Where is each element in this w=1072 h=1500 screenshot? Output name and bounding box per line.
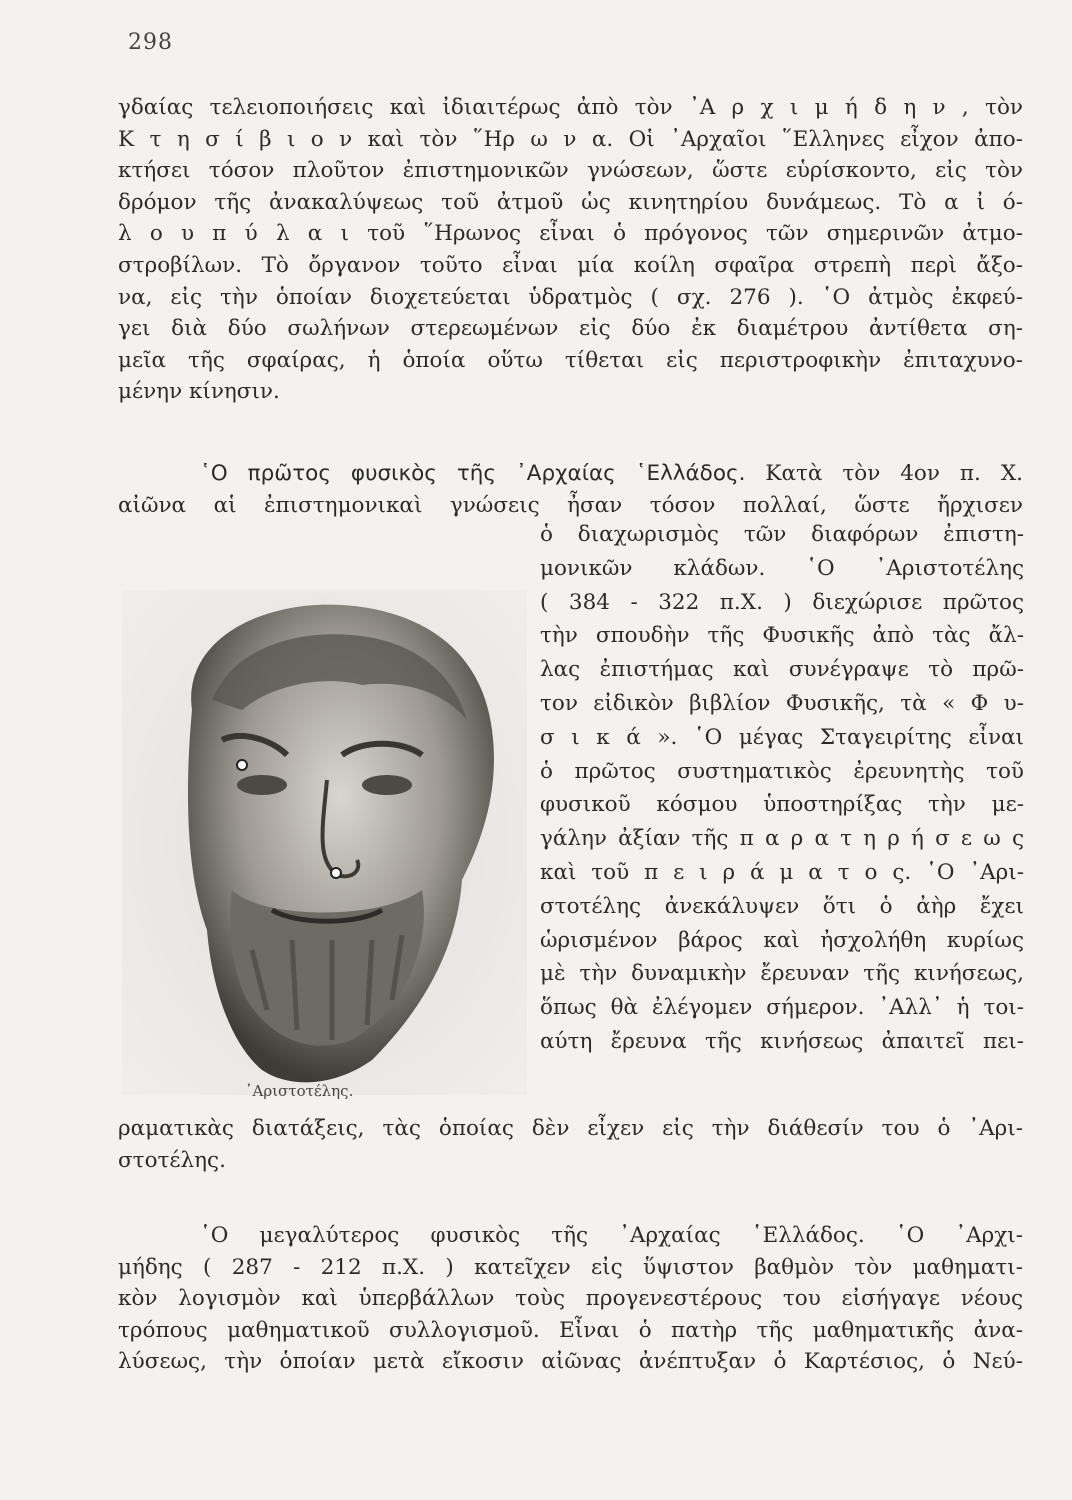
text-line: ραματικὰς διατάξεις, τὰς ὁποίας δὲν εἶχεν εἰς τὴν διάθεσίν του ὁ ᾿Αρι- bbox=[118, 1116, 1023, 1141]
text-line: δρόμον τῆς ἀνακαλύψεως τοῦ ἀτμοῦ ὡς κινητηρίου δυνάμεως. Τὸ α ἰ ό- bbox=[118, 189, 1023, 215]
paragraph-aristotle-continued bbox=[118, 1113, 1023, 1176]
paragraph-heron bbox=[118, 92, 1023, 408]
text-line: ὡρισμένον βάρος καὶ ἠσχολήθη κυρίως bbox=[540, 927, 1024, 953]
text-line: λας ἐπιστήμας καὶ συνέγραψε τὸ πρῶ- bbox=[540, 657, 1024, 683]
text-line: να, εἰς τὴν ὁποίαν διοχετεύεται ὑδρατμὸς ( σχ. 276 ). ῾Ο ἀτμὸς ἐκφεύ- bbox=[118, 284, 1023, 310]
text-line: μὲ τὴν δυναμικὴν ἔρευναν τῆς κινήσεως, bbox=[540, 961, 1024, 987]
text-line: τρόπους μαθηματικοῦ συλλογισμοῦ. Εἶναι ὁ πατὴρ τῆς μαθηματικῆς ἀνα- bbox=[118, 1317, 1023, 1343]
aristotle-bust-illustration bbox=[122, 590, 527, 1095]
page-number: 298 bbox=[128, 30, 173, 55]
text-line: αύτη ἔρευνα τῆς κινήσεως ἀπαιτεῖ πει- bbox=[540, 1028, 1024, 1054]
section-heading-line bbox=[118, 458, 1023, 490]
text-line: ( 384 - 322 π.Χ. ) διεχώρισε πρῶτος bbox=[540, 589, 1024, 615]
text-line: γει διὰ δύο σωλήνων στερεωμένων εἰς δύο ἐκ διαμέτρου ἀντίθετα ση- bbox=[118, 316, 1023, 342]
text-line: φυσικοῦ κόσμου ὑποστηρίξας τὴν με- bbox=[540, 792, 1024, 818]
text-line: αἰῶνα αἱ ἐπιστημονικαὶ γνώσεις ἦσαν τόσον πολλαί, ὥστε ἤρχισεν bbox=[118, 492, 1023, 518]
text-line: ὁ πρῶτος συστηματικὸς ἐρευνητὴς τοῦ bbox=[540, 758, 1024, 784]
text-line: λ ο υ π ύ λ α ι τοῦ ῞Ηρωνος εἶναι ὁ πρόγονος τῶν σημερινῶν ἀτμο- bbox=[118, 221, 1023, 247]
text-line: καὶ τοῦ π ε ι ρ ά μ α τ ο ς. ῾Ο ᾿Αρι- bbox=[540, 859, 1024, 885]
section-heading: ῾Ο μεγαλύτερος φυσικὸς τῆς ᾿Αρχαίας ῾Ελλάδος. ῾Ο ᾿Αρχι- bbox=[200, 1223, 1023, 1248]
text-line: στροβίλων. Τὸ ὄργανον τοῦτο εἶναι μία κοίλη σφαῖρα στρεπὴ περὶ ἄξο- bbox=[118, 252, 1023, 278]
text-line: Κ τ η σ ί β ι ο ν καὶ τὸν ῞Ηρ ω ν α. Οἱ ᾿Αρχαῖοι ῞Ελληνες εἶχον ἀπο- bbox=[118, 126, 1023, 152]
paragraph-aristotle bbox=[118, 458, 1023, 521]
aristotle-bust-photo bbox=[122, 590, 527, 1095]
text-line: γάλην ἀξίαν τῆς π α ρ α τ η ρ ή σ ε ω ς bbox=[540, 826, 1024, 852]
text-line: ὁ διαχωρισμὸς τῶν διαφόρων ἐπιστη- bbox=[540, 522, 1024, 547]
text-line: σ ι κ ά ». ῾Ο μέγας Σταγειρίτης εἶναι bbox=[540, 724, 1024, 750]
text-line: τον εἰδικὸν βιβλίον Φυσικῆς, τὰ « Φ υ- bbox=[540, 690, 1024, 716]
text-line: λύσεως, τὴν ὁποίαν μετὰ εἴκοσιν αἰῶνας ἀνέπτυξαν ὁ Καρτέσιος, ὁ Νεύ- bbox=[118, 1349, 1023, 1375]
text-line: στοτέλης ἀνεκάλυψεν ὅτι ὁ ἀὴρ ἔχει bbox=[540, 893, 1024, 919]
text-line: γδαίας τελειοποιήσεις καὶ ἰδιαιτέρως ἀπὸ τὸν ᾿Α ρ χ ι μ ή δ η ν , τὸν bbox=[118, 95, 1023, 120]
text-line: μήδης ( 287 - 212 π.Χ. ) κατεῖχεν εἰς ὕψιστον βαθμὸν τὸν μαθηματι- bbox=[118, 1254, 1023, 1280]
figure-caption: ᾿Αριστοτέλης. bbox=[245, 1082, 354, 1100]
text-line: ὅπως θὰ ἐλέγομεν σήμερον. ᾿Αλλ᾿ ἡ τοι- bbox=[540, 995, 1024, 1021]
text-line: μένην κίνησιν. bbox=[118, 379, 280, 405]
text-line: μεῖα τῆς σφαίρας, ἡ ὁποία οὕτω τίθεται εἰς περιστροφικὴν ἐπιταχυνο- bbox=[118, 347, 1023, 373]
text-line: κτήσει τόσον πλοῦτον ἐπιστημονικῶν γνώσεων, ὥστε εὑρίσκοντο, εἰς τὸν bbox=[118, 158, 1023, 184]
heading-tail: Κατὰ τὸν 4ον π. Χ. bbox=[765, 461, 1023, 486]
paragraph-archimedes bbox=[118, 1220, 1023, 1378]
text-line: στοτέλης. bbox=[118, 1147, 226, 1173]
text-line: μονικῶν κλάδων. ῾Ο ᾿Αριστοτέλης bbox=[540, 555, 1024, 581]
text-line: κὸν λογισμὸν καὶ ὑπερβάλλων τοὺς προγενεστέρους του εἰσήγαγε νέους bbox=[118, 1286, 1023, 1312]
section-heading: ῾Ο πρῶτος φυσικὸς τῆς ᾿Αρχαίας ῾Ελλάδος. bbox=[200, 461, 746, 486]
text-line: τὴν σπουδὴν τῆς Φυσικῆς ἀπὸ τὰς ἄλ- bbox=[540, 623, 1024, 649]
aristotle-wrap-column bbox=[540, 518, 1024, 1059]
